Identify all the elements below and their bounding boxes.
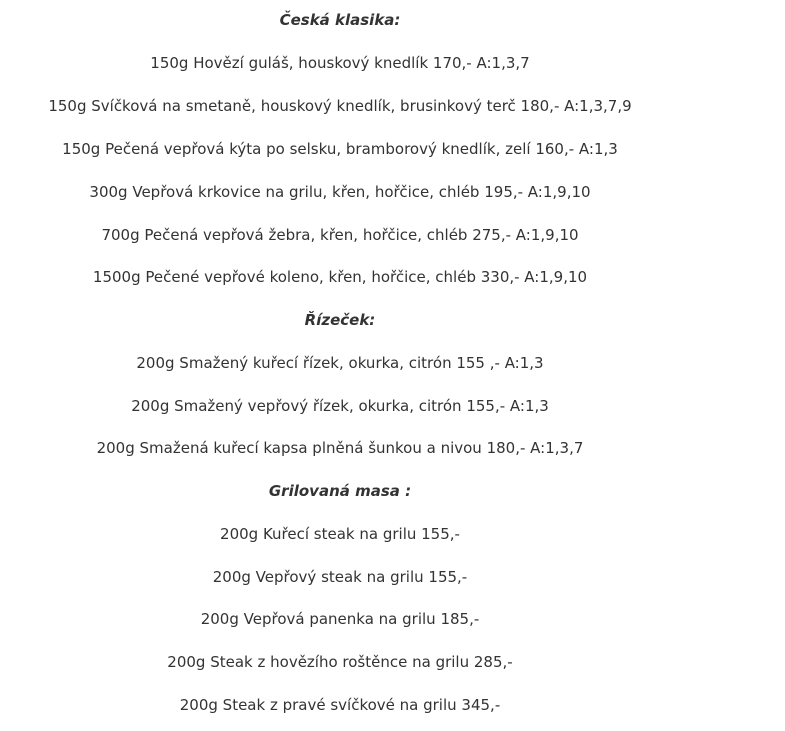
menu-item: 200g Smažená kuřecí kapsa plněná šunkou a nivou 180,- A:1,3,7 xyxy=(96,439,584,457)
menu-item: 200g Steak z hovězího roštěnce na grilu 285,- xyxy=(167,653,513,671)
menu-item: 300g Vepřová krkovice na grilu, křen, hořčice, chléb 195,- A:1,9,10 xyxy=(89,183,591,201)
menu-item: 200g Smažený vepřový řízek, okurka, citrón 155,- A:1,3 xyxy=(131,397,549,415)
menu-item: 200g Kuřecí steak na grilu 155,- xyxy=(220,525,460,543)
menu-item: 200g Smažený kuřecí řízek, okurka, citrón 155 ,- A:1,3 xyxy=(136,354,544,372)
menu-item: 200g Vepřová panenka na grilu 185,- xyxy=(200,610,480,628)
menu-item: 150g Svíčková na smetaně, houskový knedlík, brusinkový terč 180,- A:1,3,7,9 xyxy=(48,97,632,115)
section-heading-grilovana-masa: Grilovaná masa : xyxy=(268,482,412,500)
menu-item: 150g Pečená vepřová kýta po selsku, bramborový knedlík, zelí 160,- A:1,3 xyxy=(62,140,618,158)
menu-item: 200g Steak z pravé svíčkové na grilu 345,- xyxy=(179,696,501,714)
menu-item: 700g Pečená vepřová žebra, křen, hořčice, chléb 275,- A:1,9,10 xyxy=(101,226,579,244)
menu-item: 150g Hovězí guláš, houskový knedlík 170,- A:1,3,7 xyxy=(150,54,530,72)
menu-item: 1500g Pečené vepřové koleno, křen, hořčice, chléb 330,- A:1,9,10 xyxy=(92,268,588,286)
menu-item: 200g Vepřový steak na grilu 155,- xyxy=(212,568,468,586)
section-heading-rizecek: Řízeček: xyxy=(304,311,376,329)
section-heading-ceska-klasika: Česká klasika: xyxy=(279,11,401,29)
